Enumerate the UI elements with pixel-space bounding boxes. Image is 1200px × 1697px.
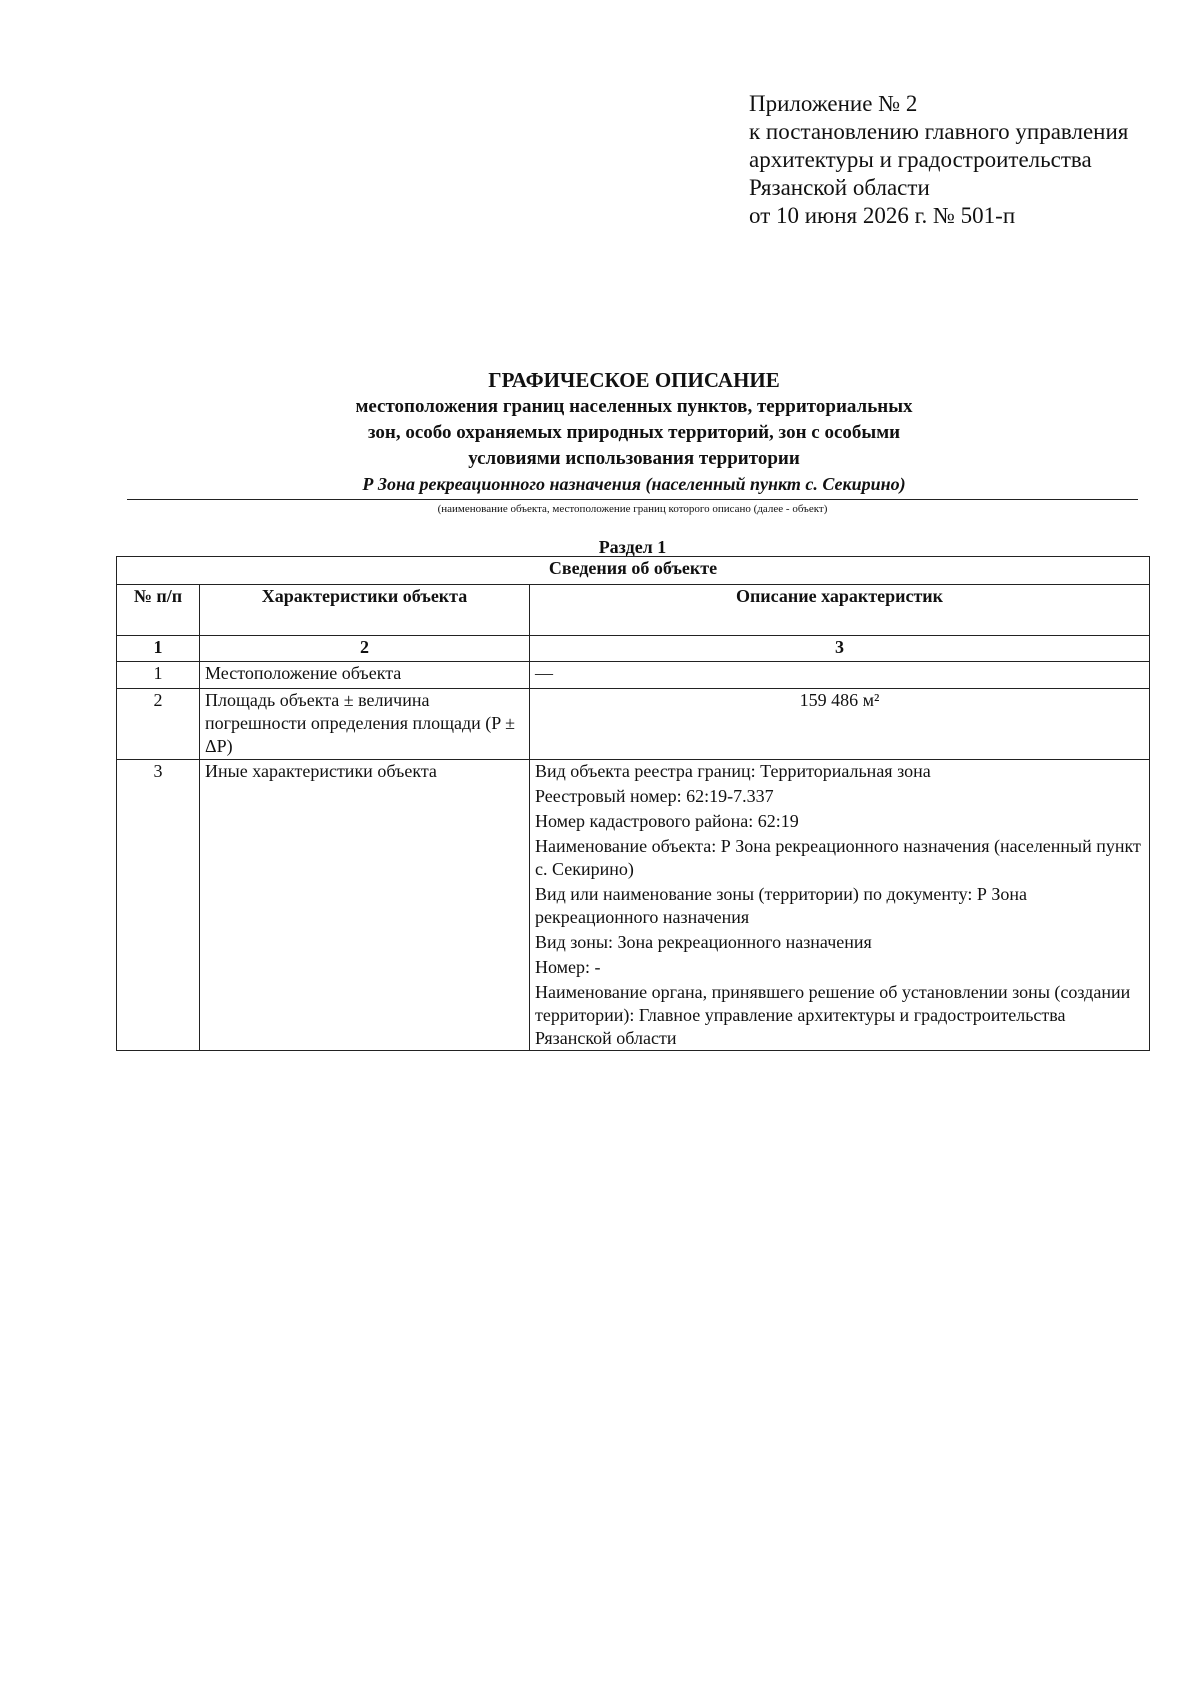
table-row — [117, 760, 1150, 1051]
description-line: Вид зоны: Зона рекреационного назначения — [535, 932, 872, 952]
column-number-row — [117, 636, 1150, 662]
header-description: Описание характеристик — [530, 585, 1150, 636]
appendix-line: Рязанской области — [749, 175, 930, 200]
column-number: 3 — [530, 636, 1150, 662]
row-description: — — [530, 662, 1150, 689]
object-name-caption: (наименование объекта, местоположение границ которого описано (далее - объект) — [437, 503, 828, 515]
document-title: ГРАФИЧЕСКОЕ ОПИСАНИЕ — [488, 368, 780, 392]
appendix-line: от 10 июня 2026 г. № 501-п — [749, 203, 1016, 228]
description-line: Номер кадастрового района: 62:19 — [535, 811, 799, 831]
description-line: Наименование органа, принявшего решение об установлении зоны (создании территории): Главное управление архитектуры и градостроительства Рязанской области — [535, 982, 1131, 1048]
appendix-line: Приложение № 2 — [749, 91, 918, 116]
object-name-underline — [127, 499, 1138, 500]
table-header-row — [117, 585, 1150, 636]
appendix-line: архитектуры и градостроительства — [749, 147, 1092, 172]
object-info-table — [116, 556, 1150, 1051]
table-caption: Сведения об объекте — [117, 557, 1150, 585]
appendix-line: к постановлению главного управления — [749, 119, 1129, 144]
header-characteristic: Характеристики объекта — [200, 585, 530, 636]
row-num: 3 — [117, 760, 200, 1051]
description-line: Реестровый номер: 62:19-7.337 — [535, 786, 774, 806]
row-characteristic: Местоположение объекта — [200, 662, 530, 689]
row-num: 1 — [117, 662, 200, 689]
description-line: Наименование объекта: Р Зона рекреационного назначения (населенный пункт с. Секирино) — [535, 836, 1141, 879]
row-description: 159 486 м² — [530, 689, 1150, 760]
description-line: Вид объекта реестра границ: Территориальная зона — [535, 761, 931, 781]
row-characteristic: Иные характеристики объекта — [200, 760, 530, 1051]
appendix-note — [749, 90, 1128, 230]
table-caption-row — [117, 557, 1150, 585]
table-row — [117, 662, 1150, 689]
description-line: Номер: - — [535, 957, 601, 977]
description-line: Вид или наименование зоны (территории) по документу: Р Зона рекреационного назначения — [535, 884, 1028, 927]
document-title-block — [118, 366, 1150, 496]
object-name: Р Зона рекреационного назначения (населенный пункт с. Секирино) — [362, 474, 906, 494]
document-subtitle-line: зон, особо охраняемых природных территорий, зон с особыми — [367, 422, 901, 443]
row-num: 2 — [117, 689, 200, 760]
row-characteristic: Площадь объекта ± величина погрешности определения площади (P ± ΔP) — [200, 689, 530, 760]
column-number: 1 — [117, 636, 200, 662]
column-number: 2 — [200, 636, 530, 662]
section-title: Раздел 1 — [598, 537, 667, 557]
row-description — [530, 760, 1150, 1051]
document-subtitle-line: условиями использования территории — [468, 448, 800, 469]
table-row — [117, 689, 1150, 760]
document-subtitle-line: местоположения границ населенных пунктов, территориальных — [355, 396, 913, 417]
header-num: № п/п — [117, 585, 200, 636]
